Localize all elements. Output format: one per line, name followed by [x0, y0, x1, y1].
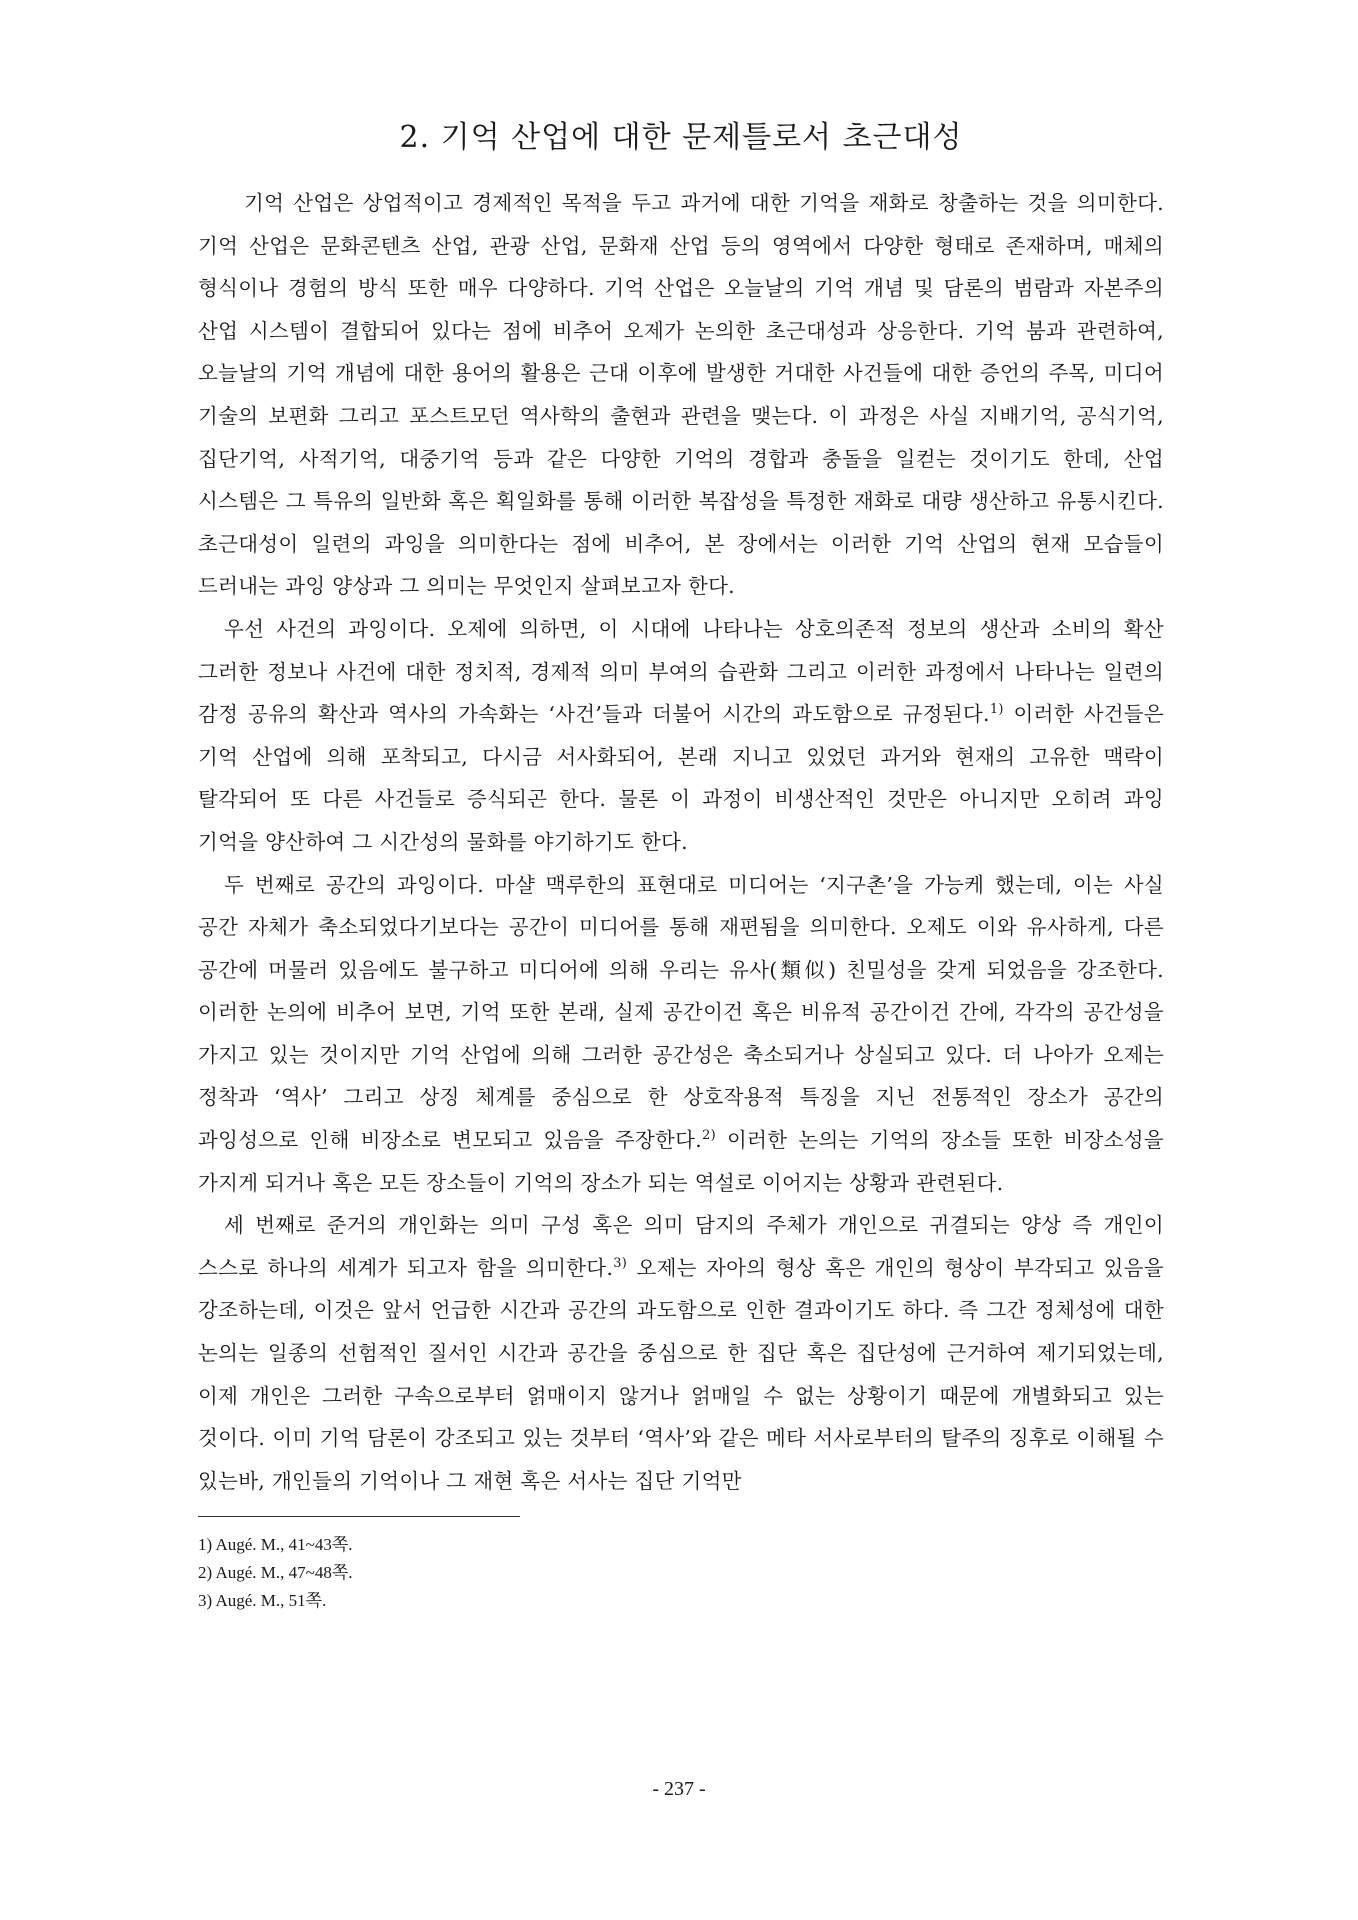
footnote-ref-3: 3) — [613, 1256, 628, 1272]
paragraph-3-text-a: 두 번째로 공간의 과잉이다. 마샬 맥루한의 표현대로 미디어는 ‘지구촌’을 가능케 했는데, 이는 사실 공간 자체가 축소되었다기보다는 공간이 미디어를 통해 재편됨을 의미한다. 오제도 이와 유사하게, 다른 공간에 머물러 있음에도 불구하고 미디어에 의해 우리는 유사(類似) 친밀성을 갖게 되었음을 강조한다. 이러한 논의에 비추어 보면, 기억 또한 본래, 실제 공간이건 혹은 비유적 공간이건 간에, 각각의 공간성을 가지고 있는 것이지만 기억 산업에 의해 그러한 공간성은 축소되거나 상실되고 있다. 더 나아가 오제는 정착과 ‘역사’ 그리고 상징 체계를 중심으로 한 상호작용적 특징을 지닌 전통적인 장소가 공간의 과잉성으로 인해 비장소로 변모되고 있음을 주장한다. — [198, 872, 1164, 1153]
paragraph-2 — [198, 608, 1164, 864]
footnote-ref-2: 2) — [702, 1128, 717, 1144]
paragraph-2-text-a: 우선 사건의 과잉이다. 오제에 의하면, 이 시대에 나타나는 상호의존적 정보의 생산과 소비의 확산 그러한 정보나 사건에 대한 정치적, 경제적 의미 부여의 습관화 그리고 이러한 과정에서 나타나는 일련의 감정 공유의 확산과 역사의 가속화는 ‘사건’들과 더불어 시간의 과도함으로 규정된다. — [198, 616, 1164, 727]
footnote-1: 1) Augé. M., 41~43쪽. — [198, 1535, 353, 1555]
page-body — [198, 118, 1164, 1615]
paragraph-2-text-b: 이러한 사건들은 기억 산업에 의해 포착되고, 다시금 서사화되어, 본래 지니고 있었던 과거와 현재의 고유한 맥락이 탈각되어 또 다른 사건들로 증식되곤 한다. 물론 이 과정이 비생산적인 것만은 아니지만 오히려 과잉 기억을 양산하여 그 시간성의 물화를 야기하기도 한다. — [198, 702, 1165, 854]
footnote-divider — [198, 1516, 520, 1517]
paragraph-3-text-b: 이러한 논의는 기억의 장소들 또한 비장소성을 가지게 되거나 혹은 모든 장소들이 기억의 장소가 되는 역설로 이어지는 상황과 관련된다. — [198, 1128, 1165, 1195]
section-title: 2. 기억 산업에 대한 문제틀로서 초근대성 — [399, 120, 963, 155]
paragraph-4 — [198, 1204, 1164, 1502]
footnote-2: 2) Augé. M., 47~48쪽. — [198, 1563, 353, 1583]
paragraph-4-text-b: 오제는 자아의 형상 혹은 개인의 형상이 부각되고 있음을 강조하는데, 이것은 앞서 언급한 시간과 공간의 과도함으로 인한 결과이기도 하다. 즉 그간 정체성에 대한 논의는 일종의 선험적인 질서인 시간과 공간을 중심으로 한 집단 혹은 집단성에 근거하여 제기되었는데, 이제 개인은 그러한 구속으로부터 얽매이지 않거나 얽매일 수 없는 상황이기 때문에 개별화되고 있는 것이다. 이미 기억 담론이 강조되고 있는 것부터 ‘역사’와 같은 메타 서사로부터의 탈주의 징후로 이해될 수 있는바, 개인들의 기억이나 그 재현 혹은 서사는 집단 기억만 — [198, 1255, 1164, 1493]
footnote-3: 3) Augé. M., 51쪽. — [198, 1591, 327, 1611]
paragraph-4-text-a: 세 번째로 준거의 개인화는 의미 구성 혹은 의미 담지의 주체가 개인으로 귀결되는 양상 즉 개인이 스스로 하나의 세계가 되고자 함을 의미한다. — [198, 1213, 1164, 1280]
footnote-ref-1: 1) — [989, 702, 1004, 718]
paragraph-3 — [198, 864, 1164, 1205]
page-number: - 237 - — [652, 1778, 706, 1800]
paragraph-1: 기억 산업은 상업적이고 경제적인 목적을 두고 과거에 대한 기억을 재화로 창출하는 것을 의미한다. 기억 산업은 문화콘텐츠 산업, 관광 산업, 문화재 산업 등의 영역에서 다양한 형태로 존재하며, 매체의 형식이나 경험의 방식 또한 매우 다양하다. 기억 산업은 오늘날의 기억 개념 및 담론의 범람과 자본주의 산업 시스템이 결합되어 있다는 점에 비추어 오제가 논의한 초근대성과 상응한다. 기억 붐과 관련하여, 오늘날의 기억 개념에 대한 용어의 활용은 근대 이후에 발생한 거대한 사건들에 대한 증언의 주목, 미디어 기술의 보편화 그리고 포스트모던 역사학의 출현과 관련을 맺는다. 이 과정은 사실 지배기억, 공식기억, 집단기억, 사적기억, 대중기억 등과 같은 다양한 기억의 경합과 충돌을 일컫는 것이기도 한데, 산업 시스템은 그 특유의 일반화 혹은 획일화를 통해 이러한 복잡성을 특정한 재화로 대량 생산하고 유통시킨다. 초근대성이 일련의 과잉을 의미한다는 점에 비추어, 본 장에서는 이러한 기억 산업의 현재 모습들이 드러내는 과잉 양상과 그 의미는 무엇인지 살펴보고자 한다. — [198, 191, 1164, 599]
